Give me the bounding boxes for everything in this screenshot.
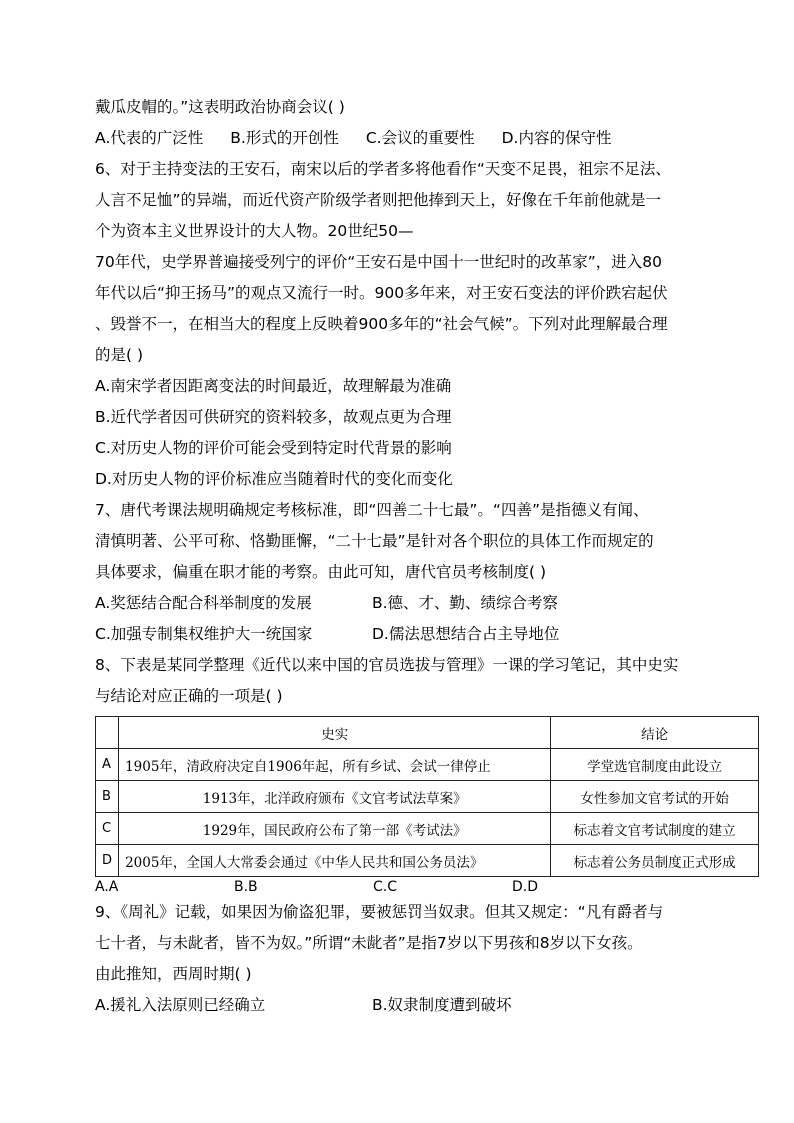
row-conclusion: 标志着公务员制度正式形成: [551, 845, 759, 877]
table-row: [96, 749, 759, 781]
row-conclusion: 标志着文官考试制度的建立: [551, 813, 759, 845]
q5-option-c[interactable]: C.会议的重要性: [365, 129, 475, 147]
row-fact: 2005年，全国人大常委会通过《中华人民共和国公务员法》: [119, 845, 551, 877]
q6-option-d[interactable]: D.对历史人物的评价标准应当随着时代的变化而变化: [95, 470, 453, 488]
q8-stem-line: 8、下表是某同学整理《近代以来中国的官员选拔与管理》一课的学习笔记，其中史实: [95, 656, 679, 674]
row-fact: 1905年，清政府决定自1906年起，所有乡试、会试一律停止: [119, 749, 551, 781]
q6-stem-line: 人言不足恤”的异端，而近代资产阶级学者则把他捧到天上，好像在千年前他就是一: [95, 191, 662, 209]
q6-stem-line: 的是( ): [95, 346, 144, 364]
q8-option-d[interactable]: D.D: [512, 879, 539, 895]
q9-stem-line: 由此推知，西周时期( ): [95, 965, 252, 983]
q5-options: [95, 123, 715, 154]
q5-option-a[interactable]: A.代表的广泛性: [95, 129, 204, 147]
table-header-fact: 史实: [119, 717, 551, 749]
q7-option-b[interactable]: B.德、才、勤、绩综合考察: [372, 594, 559, 612]
table-header-label: [96, 717, 119, 749]
q8-option-b[interactable]: B.B: [234, 879, 258, 895]
q8-options: [95, 877, 715, 897]
q5-option-b[interactable]: B.形式的开创性: [230, 129, 339, 147]
q6-stem-line: 6、对于主持变法的王安石，南宋以后的学者多将他看作“天变不足畏，祖宗不足法、: [95, 160, 671, 178]
q7-stem-line: 清慎明著、公平可称、恪勤匪懈，“二十七最”是针对各个职位的具体工作而规定的: [95, 532, 654, 550]
row-label: C: [96, 813, 119, 845]
q6-stem-line: 个为资本主义世界设计的大人物。20世纪50—: [95, 222, 414, 240]
q7-option-d[interactable]: D.儒法思想结合占主导地位: [372, 625, 560, 643]
q9-option-a[interactable]: A.援礼入法原则已经确立: [95, 996, 266, 1014]
q8-option-a[interactable]: A.A: [95, 879, 119, 895]
q5-option-d[interactable]: D.内容的保守性: [501, 129, 612, 147]
row-fact: 1929年，国民政府公布了第一部《考试法》: [119, 813, 551, 845]
q9-option-b[interactable]: B.奴隶制度遭到破坏: [372, 996, 512, 1014]
q5-tail-text: 戴瓜皮帽的。”这表明政治协商会议( ): [95, 98, 345, 116]
q6-stem-line: 70年代，史学界普遍接受列宁的评价“王安石是中国十一世纪时的改革家”，进入80: [95, 253, 663, 271]
q6-option-a[interactable]: A.南宋学者因距离变法的时间最近，故理解最为准确: [95, 377, 452, 395]
table-header-row: [96, 717, 759, 749]
exam-page: [95, 92, 736, 1021]
q7-options-row-2: [95, 619, 715, 650]
table-row: [96, 781, 759, 813]
row-label: B: [96, 781, 119, 813]
q9-stem-line: 七十者，与未龀者，皆不为奴。”所谓“未龀者”是指7岁以下男孩和8岁以下女孩。: [95, 934, 643, 952]
q7-option-a[interactable]: A.奖惩结合配合科举制度的发展: [95, 594, 312, 612]
q6-stem-line: 、毁誉不一，在相当大的程度上反映着900多年的“社会气候”。下列对此理解最合理: [95, 315, 668, 333]
table-row: [96, 813, 759, 845]
q8-option-c[interactable]: C.C: [373, 879, 398, 895]
q6-option-b[interactable]: B.近代学者因可供研究的资料较多，故观点更为合理: [95, 408, 452, 426]
study-notes-table: [95, 716, 759, 877]
row-label: D: [96, 845, 119, 877]
q6-stem-line: 年代以后“抑王扬马”的观点又流行一时。900多年来，对王安石变法的评价跌宕起伏: [95, 284, 668, 302]
row-label: A: [96, 749, 119, 781]
q9-stem-line: 9、《周礼》记载，如果因为偷盗犯罪，要被惩罚当奴隶。但其又规定：“凡有爵者与: [95, 903, 664, 921]
row-fact: 1913年，北洋政府颁布《文官考试法草案》: [119, 781, 551, 813]
row-conclusion: 女性参加文官考试的开始: [551, 781, 759, 813]
table-row: [96, 845, 759, 877]
q6-option-c[interactable]: C.对历史人物的评价可能会受到特定时代背景的影响: [95, 439, 452, 457]
table-header-conclusion: 结论: [551, 717, 759, 749]
q7-stem-line: 7、唐代考课法规明确规定考核标准，即“四善二十七最”。“四善”是指德义有闻、: [95, 501, 649, 519]
q9-options-row: [95, 990, 715, 1021]
q7-option-c[interactable]: C.加强专制集权维护大一统国家: [95, 625, 313, 643]
row-conclusion: 学堂选官制度由此设立: [551, 749, 759, 781]
q8-stem-line: 与结论对应正确的一项是( ): [95, 687, 283, 705]
q7-stem-line: 具体要求，偏重在职才能的考察。由此可知，唐代官员考核制度( ): [95, 563, 547, 581]
q7-options-row-1: [95, 588, 715, 619]
